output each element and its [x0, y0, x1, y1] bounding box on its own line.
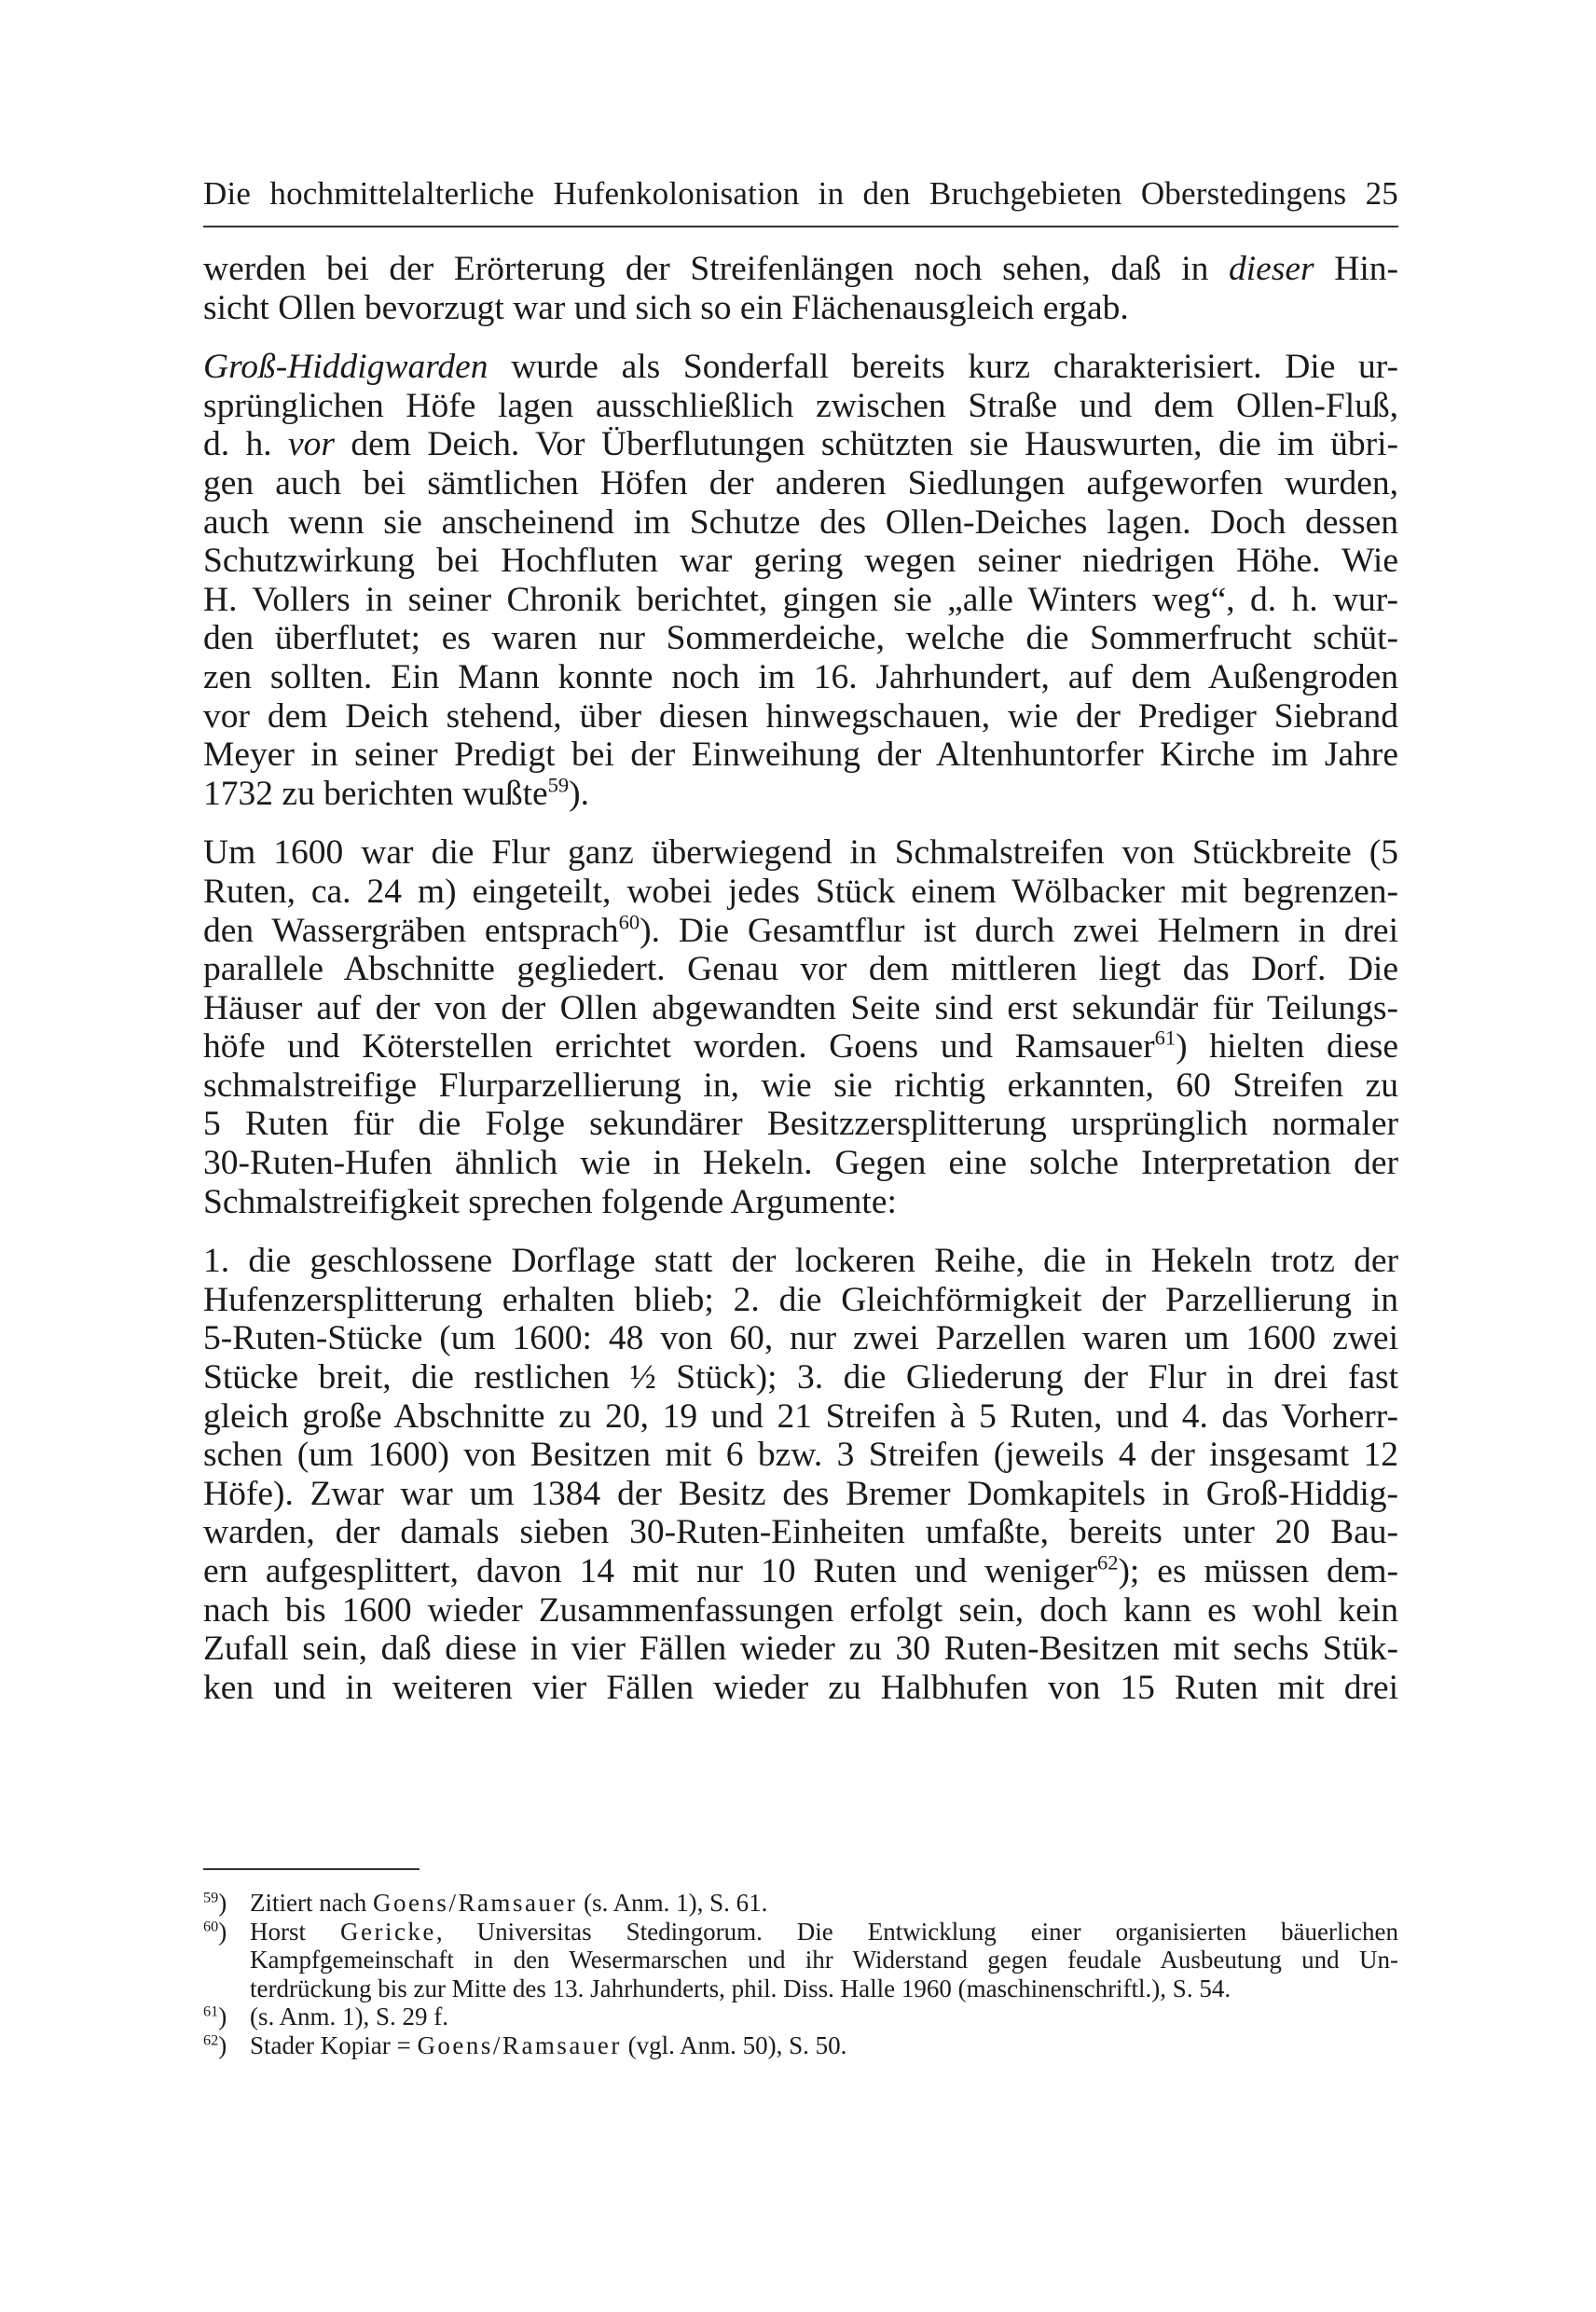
- footnote-number: $^{62}$): [203, 2030, 227, 2059]
- text-line: warden, der damals sieben 30-Ruten-Einheiten umfaßte, bereits unter 20 Bau-: [203, 1513, 1398, 1552]
- emphasis: dieser: [1229, 250, 1314, 288]
- text-line: den überflutet; es waren nur Sommerdeiche, welche die Sommerfrucht schüt-: [203, 619, 1398, 658]
- text-line: 1. die geschlossene Dorflage statt der lockeren Reihe, die in Hekeln trotz der: [203, 1242, 1398, 1281]
- footnote-61: [203, 2002, 1398, 2031]
- text-line: werden bei der Erörterung der Streifenlängen noch sehen, daß in dieser Hin-: [203, 250, 1398, 288]
- footnote-text: (s. Anm. 1), S. 29 f.: [250, 2002, 449, 2030]
- text-line: 5-Ruten-Stücke (um 1600: 48 von 60, nur zwei Parzellen waren um 1600 zwei: [203, 1319, 1398, 1358]
- text-line: 30-Ruten-Hufen ähnlich wie in Hekeln. Gegen eine solche Interpretation der: [203, 1144, 1398, 1183]
- footnote-text: Zitiert nach Goens/Ramsauer (s. Anm. 1), S. 61.: [250, 1889, 768, 1917]
- text-line: 5 Ruten für die Folge sekundärer Besitzzersplitterung ursprünglich normaler: [203, 1105, 1398, 1144]
- text-line: Um 1600 war die Flur ganz überwiegend in Schmalstreifen von Stückbreite (5: [203, 833, 1398, 873]
- text-line: sicht Ollen bevorzugt war und sich so ein Flächenausgleich ergab.: [203, 288, 1129, 327]
- footnote-text: Horst Gericke, Universitas Stedingorum. Die Entwicklung einer organisierten bäuerlichen: [250, 1917, 1398, 1946]
- emphasis: Groß-Hiddigwarden: [203, 348, 488, 387]
- footnote-text: Kampfgemeinschaft in den Wesermarschen und ihr Widerstand gegen feudale Ausbeutung und Un-: [250, 1946, 1398, 1974]
- text-line: Ruten, ca. 24 m) eingeteilt, wobei jedes Stück einem Wölbacker mit begrenzen-: [203, 872, 1398, 911]
- emphasis: vor: [288, 425, 336, 464]
- footnote-text: Stader Kopiar = Goens/Ramsauer (vgl. Anm. 50), S. 50.: [250, 2030, 847, 2059]
- text-line: Stücke breit, die restlichen ½ Stück); 3. die Gliederung der Flur in drei fast: [203, 1358, 1398, 1397]
- paragraph-4: [203, 1242, 1398, 1707]
- paragraph-2: [203, 348, 1398, 813]
- text-line: vor dem Deich stehend, über diesen hinwegschauen, wie der Prediger Siebrand: [203, 696, 1398, 736]
- text-line: Schutzwirkung bei Hochfluten war gering wegen seiner niedrigen Höhe. Wie: [203, 542, 1398, 581]
- paragraph-1: [203, 250, 1398, 327]
- text-line: schen (um 1600) von Besitzen mit 6 bzw. 3 Streifen (jeweils 4 der insgesamt 12: [203, 1436, 1398, 1475]
- footnote-number: $^{60}$): [203, 1917, 227, 1946]
- text-line: zen sollten. Ein Mann konnte noch im 16. Jahrhundert, auf dem Außengroden: [203, 657, 1398, 696]
- text-line: Groß-Hiddigwarden wurde als Sonderfall bereits kurz charakterisiert. Die ur-: [203, 348, 1398, 387]
- footnote-59: [203, 1889, 1398, 1918]
- text-line: H. Vollers in seiner Chronik berichtet, gingen sie „alle Winters weg“, d. h. wur-: [203, 580, 1398, 619]
- text-line: parallele Abschnitte gegliedert. Genau vor dem mittleren liegt das Dorf. Die: [203, 950, 1398, 989]
- text-line: Hufenzersplitterung erhalten blieb; 2. die Gleichförmigkeit der Parzellierung in: [203, 1280, 1398, 1319]
- running-header: Die hochmittelalterliche Hufenkolonisation in den Bruchgebieten Oberstedingens 25: [203, 175, 1398, 212]
- footnote-number: $^{59}$): [203, 1889, 227, 1917]
- text-line: ken und in weiteren vier Fällen wieder zu Halbhufen von 15 Ruten mit drei: [203, 1668, 1398, 1707]
- footnote-text: terdrückung bis zur Mitte des 13. Jahrhunderts, phil. Diss. Halle 1960 (maschinenschriftl.), S. 54.: [250, 1974, 1231, 2002]
- text-line: Höfe). Zwar war um 1384 der Besitz des Bremer Domkapitels in Groß-Hiddig-: [203, 1474, 1398, 1513]
- text-line: auch wenn sie anscheinend im Schutze des Ollen-Deiches lagen. Doch dessen: [203, 502, 1398, 542]
- text-line: 1732 zu berichten wußte$^{59}$).: [203, 773, 590, 813]
- footnote-ref[interactable]: 61: [1154, 1025, 1176, 1050]
- text-line: Zufall sein, daß diese in vier Fällen wieder zu 30 Ruten-Besitzen mit sechs Stük-: [203, 1630, 1398, 1669]
- main-text: [203, 250, 1398, 1727]
- text-line: sprünglichen Höfe lagen ausschließlich zwischen Straße und dem Ollen-Fluß,: [203, 386, 1398, 425]
- text-line: nach bis 1600 wieder Zusammenfassungen erfolgt sein, doch kann es wohl kein: [203, 1590, 1398, 1630]
- text-line: ern aufgesplittert, davon 14 mit nur 10 Ruten und weniger$^{62}$); es müssen dem-: [203, 1550, 1398, 1590]
- footnote-62: [203, 2031, 1398, 2060]
- text-line: schmalstreifige Flurparzellierung in, wie sie richtig erkannten, 60 Streifen zu: [203, 1066, 1398, 1105]
- text-line: gen auch bei sämtlichen Höfen der anderen Siedlungen aufgeworfen wurden,: [203, 463, 1398, 502]
- paragraph-3: [203, 833, 1398, 1221]
- text-line: d. h. vor dem Deich. Vor Überflutungen schützten sie Hauswurten, die im übri-: [203, 425, 1399, 464]
- footnote-number: $^{61}$): [203, 2002, 227, 2030]
- footnote-ref[interactable]: 60: [618, 910, 640, 933]
- text-line: höfe und Köterstellen errichtet worden. Goens und Ramsauer$^{61}$) hielten diese: [203, 1025, 1398, 1067]
- header-rule: [203, 226, 1398, 227]
- text-line: Meyer in seiner Predigt bei der Einweihung der Altenhuntorfer Kirche im Jahre: [203, 736, 1398, 775]
- text-line: gleich große Abschnitte zu 20, 19 und 21 Streifen à 5 Ruten, und 4. das Vorherr-: [203, 1397, 1398, 1436]
- footnote-rule: [203, 1868, 420, 1870]
- text-line: Häuser auf der von der Ollen abgewandten Seite sind erst sekundär für Teilungs-: [203, 988, 1398, 1027]
- footnote-60: [203, 1918, 1398, 2003]
- text-line: Schmalstreifigkeit sprechen folgende Argumente:: [203, 1182, 897, 1221]
- footnotes: [203, 1889, 1398, 2059]
- footnote-ref[interactable]: 59: [547, 773, 570, 797]
- text-line: den Wassergräben entsprach$^{60}$). Die Gesamtflur ist durch zwei Helmern in drei: [203, 910, 1398, 950]
- footnote-ref[interactable]: 62: [1096, 1550, 1119, 1575]
